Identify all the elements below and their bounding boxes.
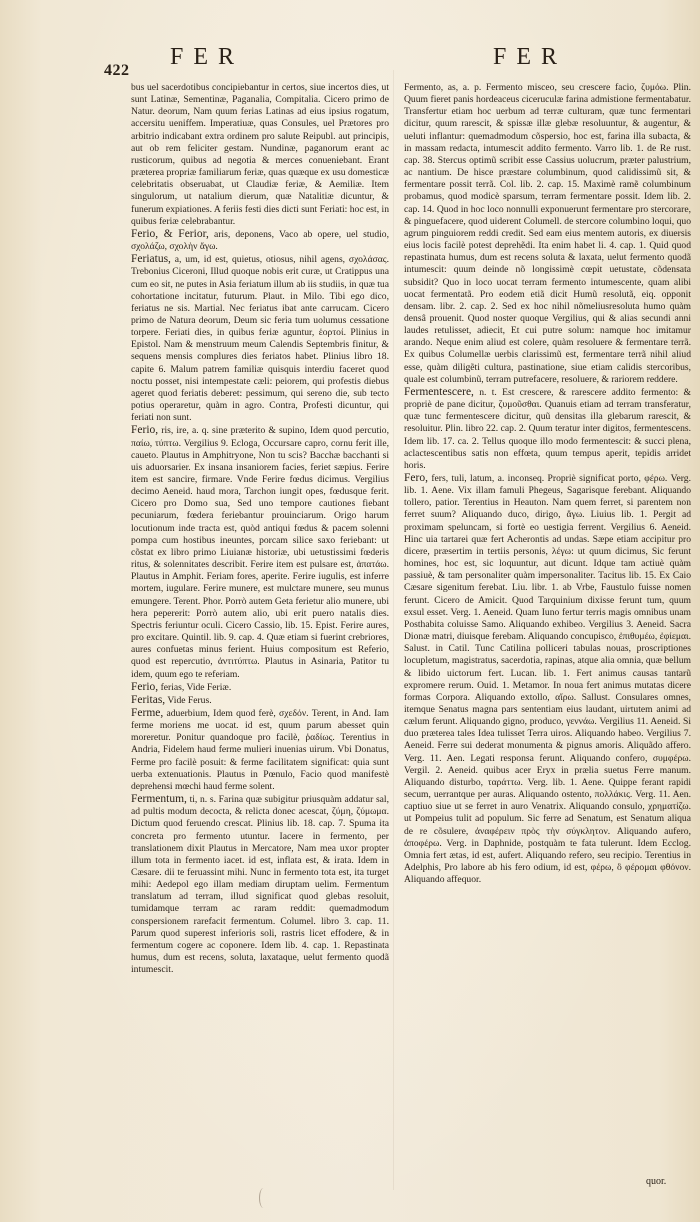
dictionary-entry — [131, 707, 389, 793]
dictionary-entry — [131, 228, 389, 253]
entry-headword: Ferio, — [131, 424, 159, 437]
dictionary-entry — [131, 694, 389, 707]
entry-text: ris, ire, a. q. sine præterito & supino, Idem quod percutio, παίω, τύπτω. Vergilius 9. Ecloga, Occursare capro, cornu ferit ille, caueto. Plautus in Amphitryone, Non tu scis? Bacchæ bacchanti si uis aduorsarier. Ex insana insaniorem facies, feriet sæpius. Ferire item est sancire, firmare. Vnde Ferire fœdus dicimus. Vergilius decimo Aeneid. haud mora, Tarchon iungit opes, fœdusque ferit. Cicero pro Domo sua, Sed uno tempore cautiones fiebant pecuniarum, fœdera feriebantur prouinciarum. Origo harum locutionum inde tracta est, quòd antiqui fœdus & pacem solenni pompa cum hostibus ineuntes, porcam silice saxo feriebant: ut cõstat ex libro primo Liuianæ historiæ, ubi uetustissimi fœderis ritus, & solennitates describit. Ferire item est pulsare est, ἀπατάω. Plautus in Amphit. Feriam fores, aperite. Ferire iugulis, est inferre mortem, iugulare. Ferire munere, est mulctare munere, seu munus emungere. Terent. Phor. Porrò autem Geta ferietur alio munere, ubi hera pepererit: Porrò autem alio, ubi erit puero natalis dies. Spectris feriuntur oculi. Cicero Cassio, lib. 15. Epist. Ferire aures, pro excitare. Quintil. lib. 9. cap. 4. Quæ etiam si fuerint crebriores, aures confuetas minus ferient. Huius compositum est Referio, quod est repercutio, ἀντιτύπτω. Plautus in Asinaria, Patitor tu idem, quum ego te referiam. — [131, 425, 389, 680]
page-number: 422 — [104, 62, 130, 79]
dictionary-entry — [404, 82, 691, 386]
paper-mark — [259, 1188, 268, 1208]
right-column — [404, 82, 691, 886]
entry-headword: Ferio, & Ferior, — [131, 227, 209, 240]
entry-headword: Feriatus, — [131, 253, 171, 266]
left-column — [131, 82, 389, 976]
dictionary-entry — [404, 386, 691, 472]
entry-text: a, um, id est, quietus, otiosus, nihil agens, σχολάσας. Trebonius Ciceroni, Illud quoque nobis erit curæ, ut Cratippus una cum eo sit, ne putes in Asia feriatum illum ab iis studiis, in quæ tua cohortatione incitatur, futurum. Plaut. in Milo. Tibi ego dico, feriatus ne sis. Martial. Nec feriatus ibat ante carrucam. Cicero primo de Natura deorum, Deum sic feria tum uolumus cessatione torpere. Feriati dies, in quibus feriæ aguntur, ἑορτοί. Plinius in Epistol. Nam & menstruum meum Calendis Septembris finitur, & sequens mensis complures dies feriatos habet. Plinius libro 18. capite 6. Malum patrem familiæ quisquis interdiu faceret quod noctu posset, nisi intempestate cæli: peiorem, qui profestis diebus ageret quod feriatis deberet: pessimum, qui sereno die, sub tecto potius operaretur, quàm in agro. Contra, Profesti dicuntur, qui feriati non sunt. — [131, 254, 390, 424]
entry-headword: Feritas, — [131, 693, 166, 706]
entry-headword: Ferme, — [131, 706, 164, 719]
dictionary-entry — [131, 424, 389, 680]
entry-text: Fermento, as, a. p. Fermento misceo, seu crescere facio, ζυμόω. Plin. Quum fieret panis hordeaceus ciceruculæ farina admistione fermentabatur. Transfertur etiam hoc uerbum ad terræ culturam, quæ tunc fermentari dicitur, quum rarescit, & spissæ illæ glebæ resoluuntur, & augentur, & ueluti inflantur: quemadmodum cõspersio, hoc est, farina illa subacta, & in massam redacta, intumescit addito fermento. Varro lib. 1. de Re rust. cap. 38. Stercus optimũ scribit esse Cassius uolucrum, præter palustrium, ac nantium. De hisce præstare columbinum, quod calidissimũ sit, & fermentare possit terrã. Col. lib. 2. cap. 15. Maximè ramẽ columbinum probamus, quod modicè sparsum, terram fermentare possit. Idem lib. 2. cap. 14. Quod in hoc loco nonnulli exponuerunt fermentare pro stercorare, & pinguefacere, quod uiderent Columell. de stercore columbino loqui, quo agrum pinguiorem reddi credit. Sed eam eius mentem autoris, ex diuersis eius locis facilè potest deprehẽdi. Ita enim habet li. 4. cap. 1. Quid quod repastinata humus, dum est recens soluta & laxata, uelut fermento quodã intumescit: quum deinde nõ longissimè cœpit uetustate, cõdensata subsidit? Quo in loco uocat terram fermento intumescente, quam alibi uocat fermentatã. Pro eodem etiã dicit Humũ resolutã, eiq. opponit densam. libr. 2. cap. 2. Sed ex hoc nihil nõmeliusresoluta humo quàm densâ prouenit. Quod noster quoque Vergilius, qui & alias secundi anni laudes retulisset, adiecit, Et cui putre solum: namque hoc imitamur arando. Neque enim aliud est colere, quàm resoluere & fermentare terrã. Ex quibus Columellæ uerbis clarissimũ est, fermentare terrã nihil aliud esse, quàm diligẽti cultura, pastinatione, siue etiam calidis stercoribus, quale est columbinũ, terram putrefacere, resoluere, & rariorem reddere. — [404, 82, 691, 385]
entry-headword: Ferio, — [131, 680, 159, 693]
dictionary-entry — [131, 681, 389, 694]
running-head-right: FER — [493, 44, 568, 70]
entry-headword: Fermentescere, — [404, 385, 474, 398]
running-head-left: FER — [170, 44, 245, 70]
column-gutter — [393, 70, 394, 1190]
dictionary-entry — [131, 253, 389, 424]
dictionary-entry — [131, 793, 389, 976]
dictionary-entry — [404, 472, 691, 886]
entry-text: aduerbium, Idem quod ferè, σχεδόν. Terent, in And. Iam ferme moriens me uocat. id est, quum parum abesset quin moreretur. Ponitur quandoque pro facilè, ῥαδίως. Terentius in Andria, Fidelem haud ferme mulieri inuenias uirum. Vbi Donatus, Ferme pro facilè posuit: & ferme facilitatem significat: quia sunt uerba extenuationis. Plautus in Pœnulo, Facio quod manifestè deprehensi mœchi haud ferme solent. — [131, 707, 389, 792]
catchword: quor. — [646, 1176, 667, 1187]
entry-text: bus uel sacerdotibus concipiebantur in certos, siue incertos dies, ut sunt Latinæ, Sementinæ, Paganalia, Compitalia. Cicero primo de Natur. deorum, Nam quum ferias Latinas ad eius ipsius rogatum, accersitu ueniffem. Imperatiuæ, quas Consules, uel Prætores pro arbitrio indicabant extra ordinem pro salute Reipubl. aut principis, aut ob rem feliciter gestam. Nundinæ, paganorum erant ac rusticorum, quibus ad negotia & merces conueniebant. Erant præterea propriæ familiarum feriæ, quas quæque ex usu domesticæ celebritatis obseruabat, ut Claudiæ feriæ, & Aemiliæ. Item singulorum, ut natalium dierum, quæ Natalitiæ dicuntur, & funerum expiationes. A feriis festi dies dicti sunt Feriati: hoc est, in quibus feriæ celebrabantur. — [131, 82, 389, 227]
entry-text: Vide Ferus. — [167, 694, 212, 706]
entry-text: ferias, Vide Feriæ. — [160, 681, 232, 693]
entry-text: aris, deponens, Vaco ab opere, uel studio, σχολάζω, σχολὴν ἄγω. — [131, 228, 389, 253]
dictionary-entry — [131, 82, 389, 228]
entry-text: ti, n. s. Farina quæ subigitur priusquàm addatur sal, ad pultis modum decocta, & relicta donec acescat, ζύμη, ζύμωμα. Dictum quod feruendo crescat. Plinius lib. 18. cap. 7. Spuma ita concreta pro fermento utuntur. Iacere in fermento, per translationem dixit Plautus in Mercatore, Nam mea uxor propter illum tota in fermento iacet. id est, inflata est, & irata. Idem in Cæsare. dii te feruassint mihi. Nunc in fermento tota est, ita turget mihi: Aedepol ego illam mediam diruptam uelim. Fermentum translatum ad terram, illud significat quod glebas resoluit, tumidamque terram ac raram reddit: quemadmodum conspersionem rarefacit fermentum. Columel. libro 3. cap. 11. Parum quod superest inferioris soli, rastris licet effodere, & in fermentum cogere ac coponere. Idem lib. 4. cap. 1. Repastinata humus, dum est recens, soluta, laxataque, uelut fermento quodã intumescit. — [131, 794, 389, 976]
entry-text: fers, tuli, latum, a. inconseq. Propriè significat porto, φέρω. Verg. lib. 1. Aene. Vix illam famuli Phegeus, Sagarisque ferebant. Aliquando tollero, patior. Terentius in Heauton. Nam quem ferret, si parentem non ferret suum? Aliquando duco, dirigo, ἄγω. Liuius lib. 1. Pergit ad proximam speluncam, si fortè eo uestigia ferrent. Vergilius 6. Aeneid. Hinc uia tartarei quæ fert Acherontis ad undas. Sæpe etiam accipitur pro dicere, præsertim in tertiis personis, λέγω: ut quum dicimus, Sic ferunt homines, hoc est, sic loquuntur, aut dicunt. Idque tam actiuè quàm passiuè, & tam personaliter quàm impersonaliter. Tacitus lib. 15. Ex Caio Cæsare sigenitum ferebat. Liu. libr. 1. ab Vrbe, Faustulo fuisse nomen ferunt. Cicero de Amicit. Quod Tarquinium dixisse ferunt tum, quum exsul esset. Verg. 1. Aeneid. Quam Iuno fertur terris magis omnibus unam Posthabita coluisse Samo. Aliquando exhibeo. Vergilius 3. Aeneid. Sacra Dionæ matri, diuisque ferebam. Aliquando concupisco, ἐπιθυμέω, ἐφίεμαι. Salust. in Catil. Tunc Catilina polliceri tabulas nouas, proscriptiones locupletum, magistratus, sacerdotia, rapinas, atque alia omnia, quæ bellum & libido uictorum fert. Lucan. lib. 1. Fert animus causas tantarũ expromere rerum. Ouid. 1. Metamor. In noua fert animus mutatas dicere formas Corpora. Aliquando extollo, αἴρω. Sallust. Consulares omnes, itemque Senatus magna pars sententiam eius laudant, uirtutem animi ad cælum ferunt. Aliquando gigno, produco, γεννάω. Vergilius 11. Aeneid. Si duo præterea tales Idea tulisset Terra uiros. Aliquando habeo. Vergilius 7. Aeneid. Ferre sui dederat monumenta & pignus amoris. Aliquãdo affero. Verg. 11. Aen. Legati responsa ferunt. Aliquando confero, συμφέρω. Vergil. 2. Aeneid. quibus acer Eryx in prælia suetus Ferre manum. Aliquando disturbo, ταράττω. Verg. lib. 1. Aene. Quippe ferant rapidi secum, uerrantque per auras. Aliquando ostento, πολλάκις. Verg. 11. Aen. captiuo siue ut se ferret in auro Venatrix. Aliquando consulo, χρηματίζω. ut Pompeius tulit ad populum. Sic ferre ad Senatum, est Senatum aliqua de re cõsulere, ἀναφέρειν πρὸς τὴν σύγκλητον. Aliquando aufero, ἀποφέρω. Verg. in Daphnide, postquàm te fata tulerunt. Idem Ecclog. Omnia fert ætas, id est, aufert. Aliquando refero, seu recipio. Terentius in Adelphis, Pro labore ab his fero odium, id est, φέρω, ὃ φέρομαι φθόνον. Aliquando affequor. — [404, 473, 691, 886]
entry-headword: Fermentum, — [131, 793, 187, 806]
entry-text: n. t. Est crescere, & rarescere addito fermento: & propriè de pane dicitur, ζυμοῦσθαι. Quanuis etiam ad terram transferatur, quæ tunc fermentescere dicitur, quũ densitas illa glebarum rarescit, & resoluitur. Plin. libro 22. cap. 2. Quum teratur inter digitos, fermentescens. Idem lib. 17. ca. 2. Tellus quoque illo modo fermentescit: & succi plena, aclactescentibus satis non effœta, quum tempus aperit, tepidis arridet horis. — [404, 386, 691, 471]
entry-headword: Fero, — [404, 472, 428, 484]
